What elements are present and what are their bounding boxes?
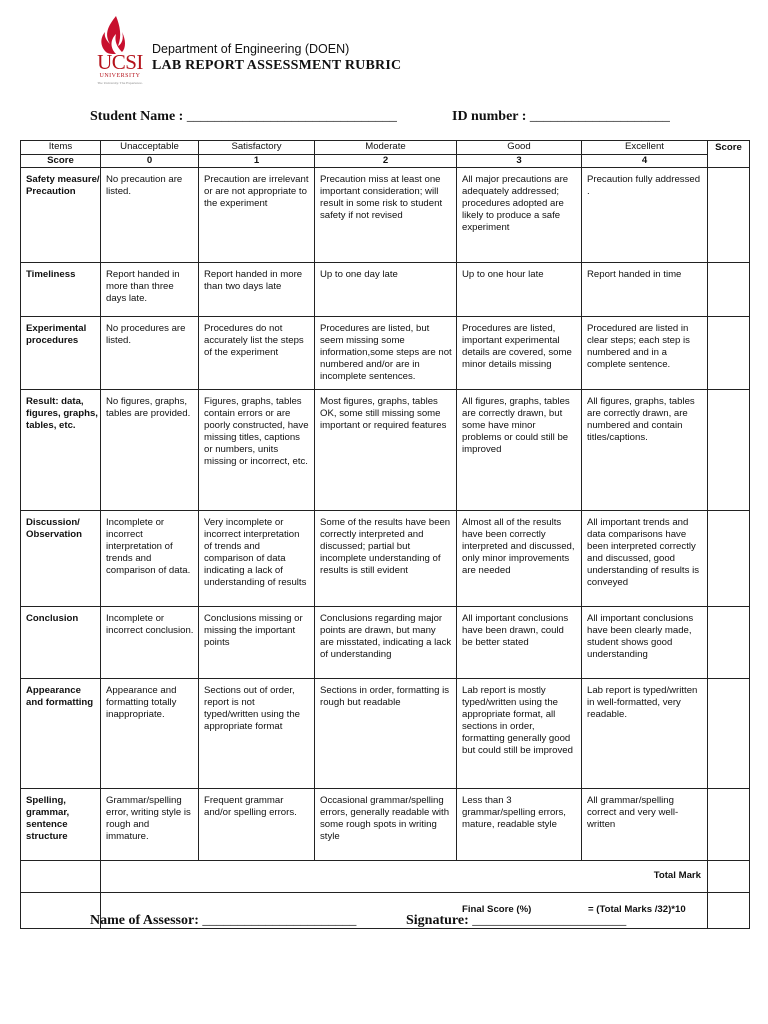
row-item: Spelling, grammar, sentence structure (21, 789, 101, 861)
table-row (21, 390, 750, 511)
row-cell: No procedures are listed. (101, 317, 199, 390)
row-cell: No figures, graphs, tables are provided. (101, 390, 199, 511)
logo-tagline: The University. The Experience. (97, 81, 143, 85)
assessor-blank[interactable]: ______________________ (202, 913, 357, 928)
score-entry[interactable] (708, 789, 750, 861)
row-cell: All grammar/spelling correct and very well-written (582, 789, 708, 861)
student-name-blank[interactable]: ______________________________ (186, 109, 397, 124)
level-name: Moderate (315, 141, 457, 155)
score-entry[interactable] (708, 317, 750, 390)
table-row (21, 263, 750, 317)
signature-field[interactable] (406, 913, 626, 929)
total-mark-entry[interactable] (708, 861, 750, 893)
table-row (21, 317, 750, 390)
level-name: Unacceptable (101, 141, 199, 155)
row-cell: Report handed in more than two days late (199, 263, 315, 317)
row-cell: All figures, graphs, tables are correctly drawn, are numbered and contain titles/captions. (582, 390, 708, 511)
row-cell: Occasional grammar/spelling errors, generally readable with some rough spots in writing style (315, 789, 457, 861)
level-name: Satisfactory (199, 141, 315, 155)
header-items: Items (21, 141, 101, 155)
row-cell: Sections in order, formatting is rough but readable (315, 679, 457, 789)
logo-ucsi-text: UCSI (97, 50, 143, 74)
row-cell: No precaution are listed. (101, 168, 199, 263)
row-cell: All important conclusions have been drawn, could be better stated (457, 607, 582, 679)
table-row (21, 511, 750, 607)
table-row (21, 607, 750, 679)
score-entry[interactable] (708, 168, 750, 263)
header-score: Score (708, 141, 750, 168)
assessor-field[interactable] (90, 913, 356, 929)
row-item: Experimental procedures (21, 317, 101, 390)
row-item: Timeliness (21, 263, 101, 317)
row-cell: All important conclusions have been clearly made, student shows good understanding (582, 607, 708, 679)
header-score-label: Score (21, 155, 101, 168)
row-cell: Report handed in time (582, 263, 708, 317)
level-score: 3 (457, 155, 582, 168)
signature-blank[interactable]: ______________________ (472, 913, 627, 928)
level-name: Excellent (582, 141, 708, 155)
row-cell: Lab report is mostly typed/written using the appropriate format, all sections in order, formatting generally good but could still be improved (457, 679, 582, 789)
score-entry[interactable] (708, 607, 750, 679)
total-mark-row (21, 861, 750, 893)
row-cell: Figures, graphs, tables contain errors or are poorly constructed, have missing titles, captions or numbers, units missing or incorrect, etc. (199, 390, 315, 511)
level-score: 4 (582, 155, 708, 168)
row-item: Result: data, figures, graphs, tables, etc. (21, 390, 101, 511)
page-title: LAB REPORT ASSESSMENT RUBRIC (152, 58, 402, 73)
row-cell: Appearance and formatting totally inappropriate. (101, 679, 199, 789)
row-item: Safety measure/ Precaution (21, 168, 101, 263)
score-entry[interactable] (708, 263, 750, 317)
row-cell: Procedures are listed, but seem missing some information,some steps are not numbered and/or are in incomplete sentences. (315, 317, 457, 390)
row-cell: Incomplete or incorrect conclusion. (101, 607, 199, 679)
row-cell: Sections out of order, report is not typed/written using the appropriate format (199, 679, 315, 789)
row-cell: Incomplete or incorrect interpretation of trends and comparison of data. (101, 511, 199, 607)
row-cell: Up to one hour late (457, 263, 582, 317)
final-score-formula: = (Total Marks /32)*10 (588, 904, 686, 915)
final-score-label: Final Score (%) (462, 904, 532, 915)
row-cell: Less than 3 grammar/spelling errors, mature, readable style (457, 789, 582, 861)
row-cell: Procedures do not accurately list the steps of the experiment (199, 317, 315, 390)
level-score: 1 (199, 155, 315, 168)
row-cell: All figures, graphs, tables are correctly drawn, but some have minor problems or could still be improved (457, 390, 582, 511)
row-item: Appearance and formatting (21, 679, 101, 789)
assessor-label: Name of Assessor: (90, 913, 199, 928)
table-row (21, 679, 750, 789)
row-item: Discussion/ Observation (21, 511, 101, 607)
department-name: Department of Engineering (DOEN) (152, 42, 350, 56)
id-number-label: ID number : (452, 109, 527, 124)
id-number-field[interactable] (452, 109, 670, 125)
score-entry[interactable] (708, 390, 750, 511)
row-cell: Precaution miss at least one important consideration; will result in some risk to student safety if not revised (315, 168, 457, 263)
row-item: Conclusion (21, 607, 101, 679)
level-score: 0 (101, 155, 199, 168)
row-cell: All important trends and data comparisons have been interpreted correctly and discussed, good understanding of results is conveyed (582, 511, 708, 607)
id-number-blank[interactable]: ____________________ (529, 109, 670, 124)
score-entry[interactable] (708, 511, 750, 607)
total-mark-label: Total Mark (101, 861, 708, 893)
row-cell: Grammar/spelling error, writing style is rough and immature. (101, 789, 199, 861)
row-cell: Procedures are listed, important experimental details are covered, some minor details missing (457, 317, 582, 390)
row-cell: Precaution fully addressed . (582, 168, 708, 263)
row-cell: Some of the results have been correctly interpreted and discussed; partial but incomplete understanding of results is still evident (315, 511, 457, 607)
row-cell: All major precautions are adequately addressed; procedures adopted are likely to produce a safe experiment (457, 168, 582, 263)
row-cell: Up to one day late (315, 263, 457, 317)
row-cell: Almost all of the results have been correctly interpreted and discussed, only minor improvements are needed (457, 511, 582, 607)
row-cell: Conclusions missing or missing the important points (199, 607, 315, 679)
table-row (21, 789, 750, 861)
logo-wordmark (90, 52, 150, 85)
row-cell: Report handed in more than three days late. (101, 263, 199, 317)
final-score-entry[interactable] (708, 893, 750, 929)
row-cell: Frequent grammar and/or spelling errors. (199, 789, 315, 861)
student-name-label: Student Name : (90, 109, 184, 124)
level-score: 2 (315, 155, 457, 168)
level-name: Good (457, 141, 582, 155)
row-cell: Lab report is typed/written in well-formatted, very readable. (582, 679, 708, 789)
row-cell: Very incomplete or incorrect interpretation of trends and comparison of data indicating a lack of understanding of results (199, 511, 315, 607)
signature-label: Signature: (406, 913, 469, 928)
logo-university-text: UNIVERSITY (99, 73, 141, 79)
table-row (21, 168, 750, 263)
rubric-table (20, 140, 750, 929)
row-cell: Precaution are irrelevant or are not appropriate to the experiment (199, 168, 315, 263)
student-name-field[interactable] (90, 109, 397, 125)
score-entry[interactable] (708, 679, 750, 789)
row-cell: Conclusions regarding major points are drawn, but many are misstated, indicating a lack of understanding (315, 607, 457, 679)
row-cell: Procedured are listed in clear steps; each step is numbered and in a complete sentence. (582, 317, 708, 390)
row-cell: Most figures, graphs, tables OK, some still missing some important or required features (315, 390, 457, 511)
